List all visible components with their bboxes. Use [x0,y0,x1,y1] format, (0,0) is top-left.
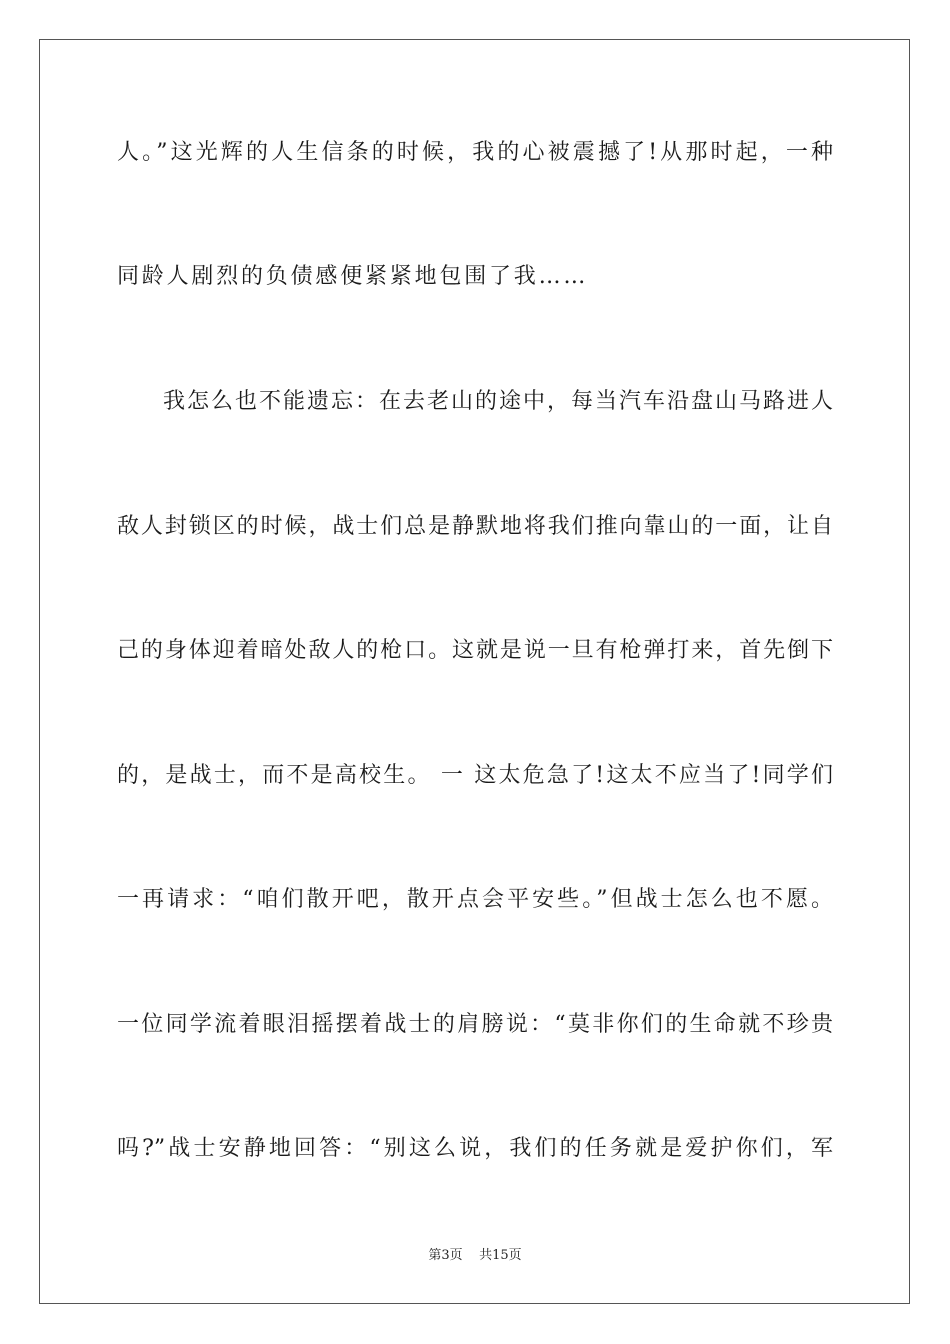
text-line-8: 一位同学流着眼泪摇摆着战士的肩膀说：“莫非你们的生命就不珍贵 [117,1012,833,1037]
text-line-7: 一再请求：“咱们散开吧，散开点会平安些。”但战士怎么也不愿。 [117,887,833,912]
page-frame [39,39,910,1304]
text-line-9: 吗?”战士安静地回答：“别这么说，我们的任务就是爱护你们，军 [117,1136,833,1161]
page-footer [0,1247,950,1265]
text-line-5: 己的身体迎着暗处敌人的枪口。这就是说一旦有枪弹打来，首先倒下 [117,638,833,663]
text-line-1: 人。”这光辉的人生信条的时候，我的心被震撼了!从那时起，一种 [117,140,833,165]
text-line-2: 同龄人剧烈的负债感便紧紧地包围了我…… [117,264,589,289]
page-number: 第3页 [428,1248,463,1263]
text-line-4: 敌人封锁区的时候，战士们总是静默地将我们推向靠山的一面，让自 [117,514,833,539]
total-pages: 共15页 [479,1248,522,1263]
text-line-3: 我怎么也不能遗忘：在去老山的途中，每当汽车沿盘山马路进人 [163,389,833,414]
text-line-6: 的，是战士，而不是高校生。 一 这太危急了!这太不应当了!同学们 [117,763,833,788]
